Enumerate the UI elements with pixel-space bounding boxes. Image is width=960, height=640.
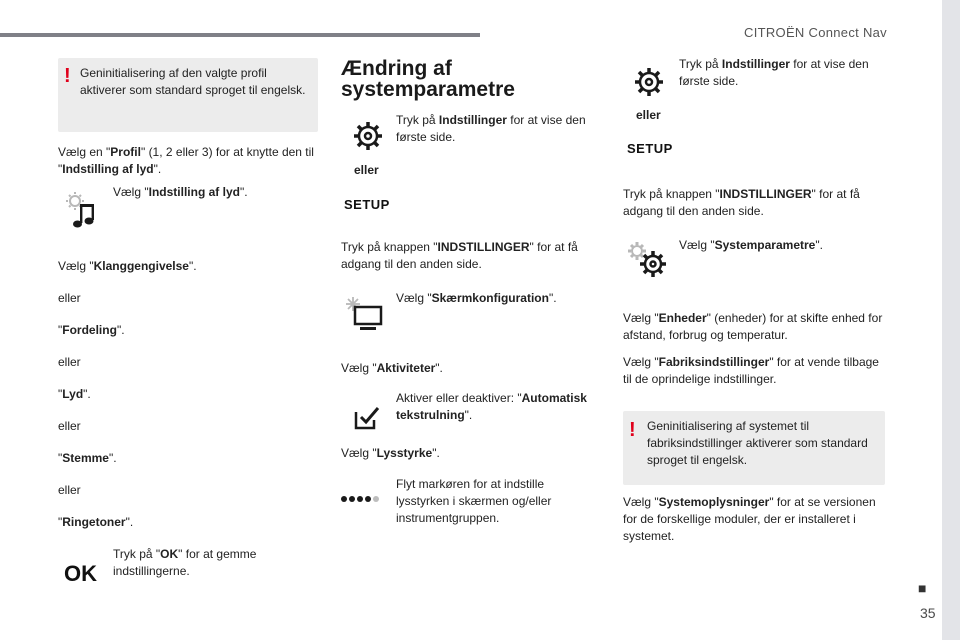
- setup-button-label-2: SETUP: [627, 141, 673, 156]
- ringetoner-option: "Ringetoner".: [58, 515, 134, 529]
- system-params-step: Vælg "Systemparametre".: [679, 238, 823, 252]
- eller-label: eller: [354, 163, 379, 177]
- setup-button-label: SETUP: [344, 197, 390, 212]
- units-instruction: Vælg "Enheder" (enheder) for at skifte enhed for afstand, forbrug og temperatur.: [623, 311, 883, 342]
- settings-gear-icon: [633, 66, 665, 98]
- lyd-option: "Lyd".: [58, 387, 91, 401]
- page-side-band: [942, 0, 960, 640]
- step-sound-settings: Vælg "Indstilling af lyd".: [113, 185, 248, 199]
- eller-text-1: eller: [58, 291, 81, 305]
- screen-configuration-icon: [344, 296, 384, 332]
- tap-settings-step: Tryk på Indstillinger for at vise den første side.: [396, 113, 586, 144]
- eller-text-2: eller: [58, 355, 81, 369]
- stemme-option: "Stemme".: [58, 451, 117, 465]
- page-header-title: CITROËN Connect Nav: [744, 25, 887, 40]
- activities-instruction: Vælg "Aktiviteter".: [341, 361, 443, 375]
- section-heading-line1: Ændring af: [341, 57, 452, 80]
- brightness-slider-icon: [340, 494, 380, 504]
- screen-config-step: Vælg "Skærmkonfiguration".: [396, 291, 557, 305]
- warning-icon: !: [64, 65, 71, 87]
- settings-button-instruction: Tryk på knappen "INDSTILLINGER" for at få adgang til den anden side.: [341, 240, 578, 271]
- ok-button-icon: OK: [64, 561, 97, 586]
- eller-label-2: eller: [636, 108, 661, 122]
- warning-box-factory: [623, 411, 885, 485]
- system-parameters-icon: [626, 240, 670, 280]
- brightness-instruction: Vælg "Lysstyrke".: [341, 446, 440, 460]
- tap-settings-step-2: Tryk på Indstillinger for at vise den første side.: [679, 57, 869, 88]
- eller-text-4: eller: [58, 483, 81, 497]
- klanggengivelse-instruction: Vælg "Klanggengivelse".: [58, 259, 197, 273]
- system-info-instruction: Vælg "Systemoplysninger" for at se versionen for de forskellige moduler, der er installeret i systemet.: [623, 495, 876, 543]
- settings-button-instruction-2: Tryk på knappen "INDSTILLINGER" for at få adgang til den anden side.: [623, 187, 860, 218]
- section-heading-line2: systemparametre: [341, 78, 515, 101]
- checkbox-checked-icon: [354, 406, 380, 430]
- fordeling-option: "Fordeling".: [58, 323, 125, 337]
- warning-icon: !: [629, 419, 636, 441]
- auto-scroll-step: Aktiver eller deaktiver: "Automatisk tekstrulning".: [396, 391, 587, 422]
- header-rule: [0, 33, 480, 37]
- continuation-marker: ■: [918, 580, 927, 596]
- factory-settings-instruction: Vælg "Fabriksindstillinger" for at vende tilbage til de oprindelige indstillinger.: [623, 355, 879, 386]
- page-number: 35: [920, 605, 936, 621]
- warning-text: Geninitialisering af den valgte profil aktiverer som standard sproget til engelsk.: [80, 66, 306, 97]
- eller-text-3: eller: [58, 419, 81, 433]
- sound-settings-icon: [62, 190, 100, 230]
- ok-step: Tryk på "OK" for at gemme indstillingerne.: [113, 547, 257, 578]
- warning-box-profile: [58, 58, 318, 132]
- brightness-step: Flyt markøren for at indstille lysstyrken i skærmen og/eller instrumentgruppen.: [396, 477, 552, 525]
- warning-text: Geninitialisering af systemet til fabriksindstillinger aktiverer som standard sproget til engelsk.: [647, 419, 868, 467]
- profile-instruction: Vælg en "Profil" (1, 2 eller 3) for at knytte den til "Indstilling af lyd".: [58, 145, 314, 176]
- settings-gear-icon: [352, 120, 384, 152]
